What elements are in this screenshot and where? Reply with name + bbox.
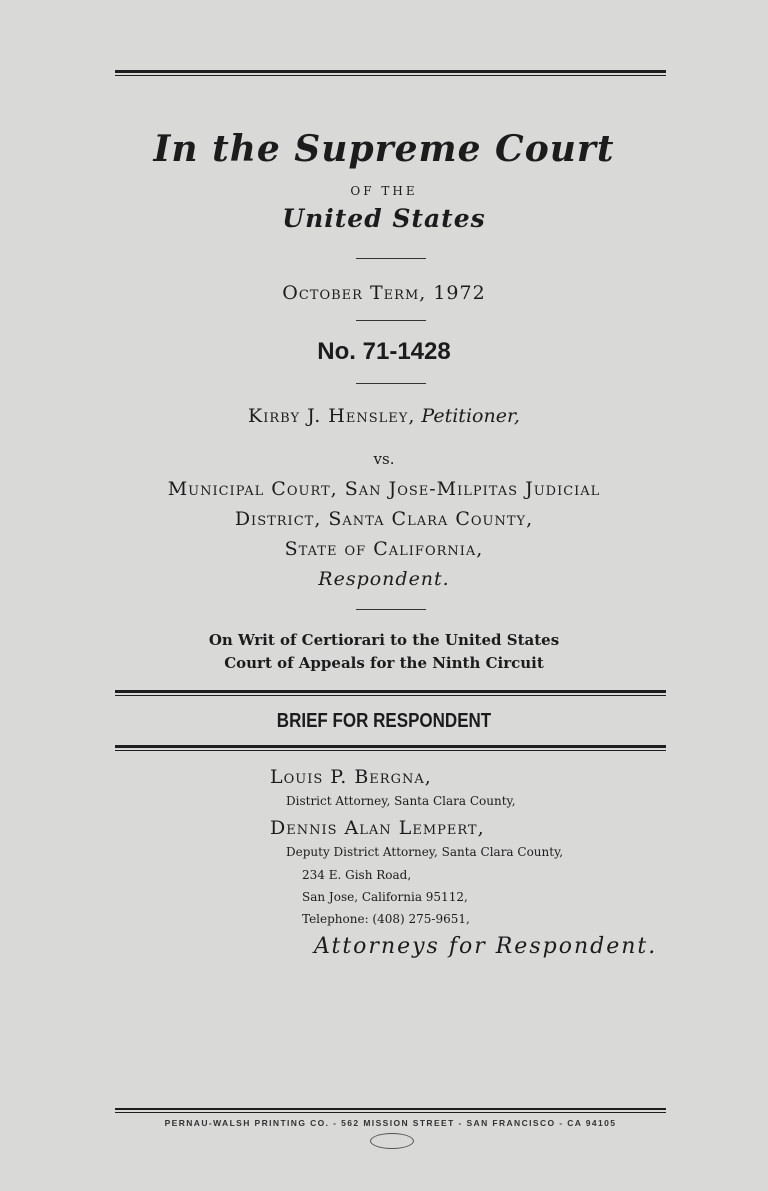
petitioner-name: Kirby J. Hensley,: [248, 405, 416, 427]
top-double-rule: [115, 70, 666, 76]
of-the-label: OF THE: [350, 184, 418, 198]
docket-number: No. 71-1428: [317, 338, 451, 365]
footer-double-rule: [115, 1108, 666, 1113]
attorney-1-name: Louis P. Bergna,: [270, 766, 432, 788]
respondent-line-3: State of California,: [284, 538, 484, 560]
term-line: October Term, 1972: [282, 282, 486, 304]
brief-title: BRIEF FOR RESPONDENT: [276, 710, 492, 732]
attorney-address: 234 E. Gish Road,: [302, 868, 412, 882]
respondent-line-2: District, Santa Clara County,: [234, 508, 534, 530]
writ-line-1: On Writ of Certiorari to the United States: [208, 631, 560, 649]
attorneys-role: Attorneys for Respondent.: [314, 934, 658, 959]
respondent-role: Respondent.: [318, 568, 450, 590]
divider-2: [356, 320, 426, 321]
petitioner-line: [0, 405, 768, 427]
brief-title-rule-top: [115, 690, 666, 696]
versus-label: vs.: [373, 450, 395, 468]
attorney-2-title: Deputy District Attorney, Santa Clara County,: [286, 845, 564, 859]
divider-1: [356, 258, 426, 259]
union-label-icon: [370, 1133, 414, 1149]
court-heading: In the Supreme Court: [153, 128, 615, 170]
writ-line-2: Court of Appeals for the Ninth Circuit: [224, 654, 544, 672]
printer-imprint: PERNAU-WALSH PRINTING CO. - 562 MISSION STREET - SAN FRANCISCO - CA 94105: [164, 1118, 617, 1128]
divider-3: [356, 383, 426, 384]
respondent-line-1: Municipal Court, San Jose-Milpitas Judicial: [167, 478, 601, 500]
attorney-city: San Jose, California 95112,: [302, 890, 468, 904]
united-states-heading: United States: [282, 204, 486, 233]
attorney-1-title: District Attorney, Santa Clara County,: [286, 794, 516, 808]
attorney-2-name: Dennis Alan Lempert,: [270, 817, 485, 839]
attorney-phone: Telephone: (408) 275-9651,: [302, 912, 470, 926]
petitioner-role: Petitioner,: [421, 405, 520, 427]
divider-4: [356, 609, 426, 610]
brief-title-rule-bottom: [115, 745, 666, 751]
